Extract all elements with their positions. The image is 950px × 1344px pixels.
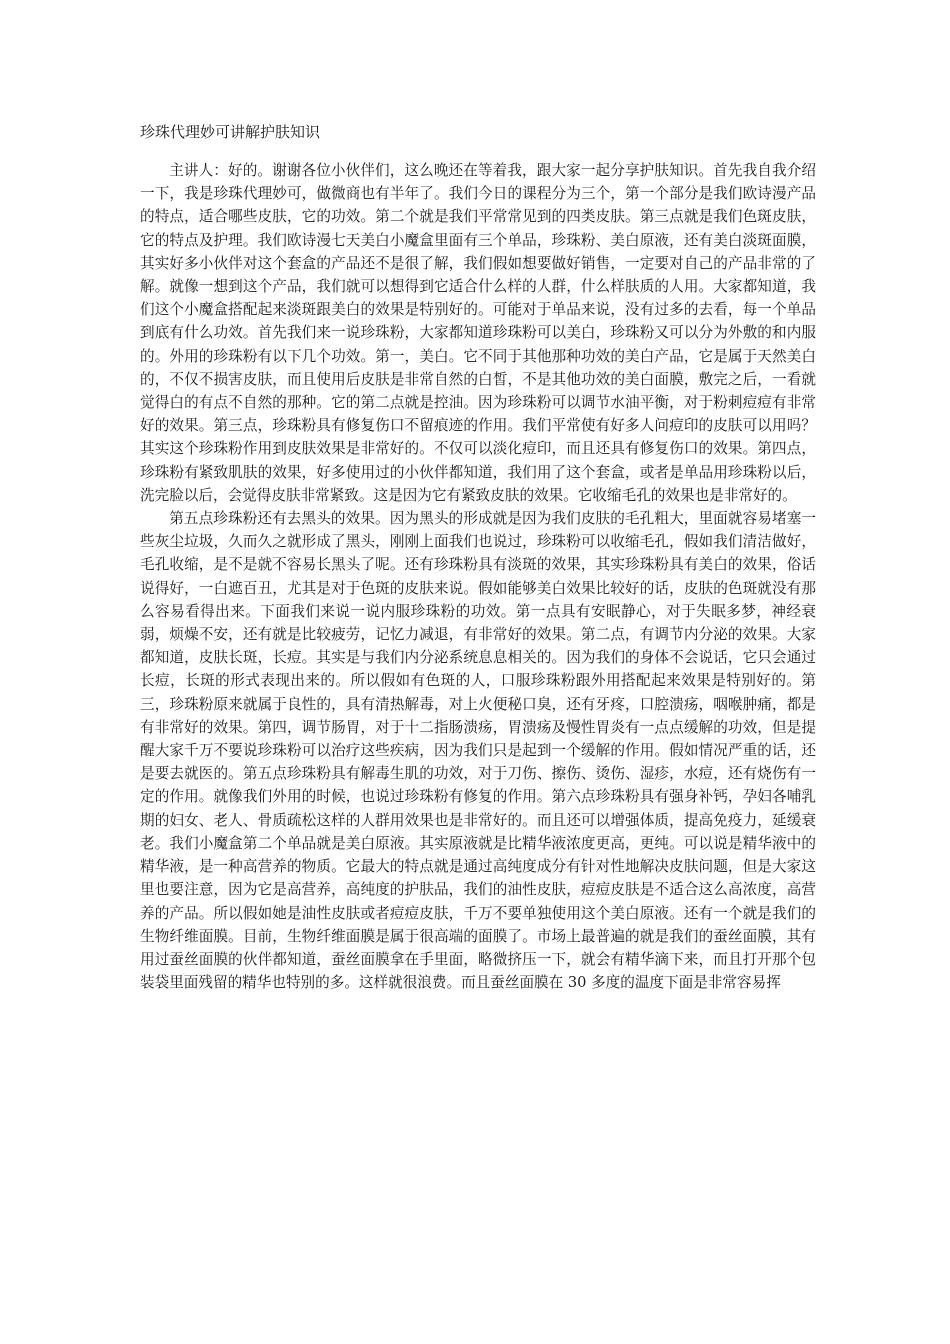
paragraph: 第五点珍珠粉还有去黑头的效果。因为黑头的形成就是因为我们皮肤的毛孔粗大，里面就容易堵塞一些灰尘垃圾，久而久之就形成了黑头，刚刚上面我们也说过，珍珠粉可以收缩毛孔，假如我们清洁做好，毛孔收缩，是不是就不容易长黑头了呢。还有珍珠粉具有淡斑的效果，其实珍珠粉具有美白的效果，俗话说得好，一白遮百丑，尤其是对于色斑的皮肤来说。假如能够美白效果比较好的话，皮肤的色斑就没有那么容易看得出来。下面我们来说一说内服珍珠粉的功效。第一点具有安眠静心，对于失眠多梦，神经衰弱，烦燥不安，还有就是比较疲劳，记忆力减退，有非常好的效果。第二点，有调节内分泌的效果。大家都知道，皮肤长斑，长痘。其实是与我们内分泌系统息息相关的。因为我们的身体不会说话，它只会通过长痘，长斑的形式表现出来的。所以假如有色斑的人，口服珍珠粉跟外用搭配起来效果是特别好的。第三，珍珠粉原来就属于良性的，具有清热解毒，对上火便秘口臭，还有牙疼，口腔溃疡，咽喉肿痛，都是有非常好的效果。第四，调节肠胃，对于十二指肠溃疡，胃溃疡及慢性胃炎有一点点缓解的功效，但是提醒大家千万不要说珍珠粉可以治疗这些疾病，因为我们只是起到一个缓解的作用。假如情况严重的话，还是要去就医的。第五点珍珠粉具有解毒生肌的功效，对于刀伤、擦伤、烫伤、湿疹，水痘，还有烧伤有一定的作用。就像我们外用的时候，也说过珍珠粉有修复的作用。第六点珍珠粉具有强身补钙，孕妇各哺乳期的妇女、老人、骨质疏松这样的人群用效果也是非常好的。而且还可以增强体质，提高免疫力，延缓衰老。我们小魔盒第二个单品就是美白原液。其实原液就是比精华液浓度更高，更纯。可以说是精华液中的精华液，是一种高营养的物质。它最大的特点就是通过高纯度成分有针对性地解决皮肤问题，但是大家这里也要注意，因为它是高营养，高纯度的护肤品，我们的油性皮肤，痘痘皮肤是不适合这么高浓度，高营养的产品。所以假如她是油性皮肤或者痘痘皮肤，千万不要单独使用这个美白原液。还有一个就是我们的生物纤维面膜。目前，生物纤维面膜是属于很高端的面膜了。市场上最普遍的就是我们的蚕丝面膜，其有用过蚕丝面膜的伙伴都知道，蚕丝面膜拿在手里面，略微挤压一下，就会有精华滴下来，而且打开那个包装袋里面残留的精华也特别的多。这样就很浪费。而且蚕丝面膜在 30 多度的温度下面是非常容易挥 [140, 510, 816, 992]
document-title: 珍珠代理妙可讲解护肤知识 [140, 123, 321, 141]
document-body [140, 121, 816, 994]
paragraph: 主讲人：好的。谢谢各位小伙伴们，这么晚还在等着我，跟大家一起分享护肤知识。首先我自我介绍一下，我是珍珠代理妙可，做微商也有半年了。我们今日的课程分为三个，第一个部分是我们欧诗漫产品的特点，适合哪些皮肤，它的功效。第二个就是我们平常常见到的四类皮肤。第三点就是我们色斑皮肤，它的特点及护理。我们欧诗漫七天美白小魔盒里面有三个单品，珍珠粉、美白原液，还有美白淡斑面膜，其实好多小伙伴对这个套盒的产品还不是很了解，我们假如想要做好销售，一定要对自己的产品非常的了解。就像一想到这个产品，我们就可以想得到它适合什么样的人群，什么样肤质的人用。大家都知道，我们这个小魔盒搭配起来淡斑跟美白的效果是特别好的。可能对于单品来说，没有过多的去看，每一个单品到底有什么功效。首先我们来一说珍珠粉，大家都知道珍珠粉可以美白，珍珠粉又可以分为外敷的和内服的。外用的珍珠粉有以下几个功效。第一，美白。它不同于其他那种功效的美白产品，它是属于天然美白的，不仅不损害皮肤，而且使用后皮肤是非常自然的白皙，不是其他功效的美白面膜，敷完之后，一看就觉得白的有点不自然的那种。它的第二点就是控油。因为珍珠粉可以调节水油平衡，对于粉刺痘痘有非常好的效果。第三点，珍珠粉具有修复伤口不留痕迹的作用。我们平常使有好多人问痘印的皮肤可以用吗？其实这个珍珠粉作用到皮肤效果是非常好的。不仅可以淡化痘印，而且还具有修复伤口的效果。第四点，珍珠粉有紧致肌肤的效果，好多使用过的小伙伴都知道，我们用了这个套盒，或者是单品用珍珠粉以后，洗完脸以后，会觉得皮肤非常紧致。这是因为它有紧致皮肤的效果。它收缩毛孔的效果也是非常好的。 [140, 162, 816, 504]
